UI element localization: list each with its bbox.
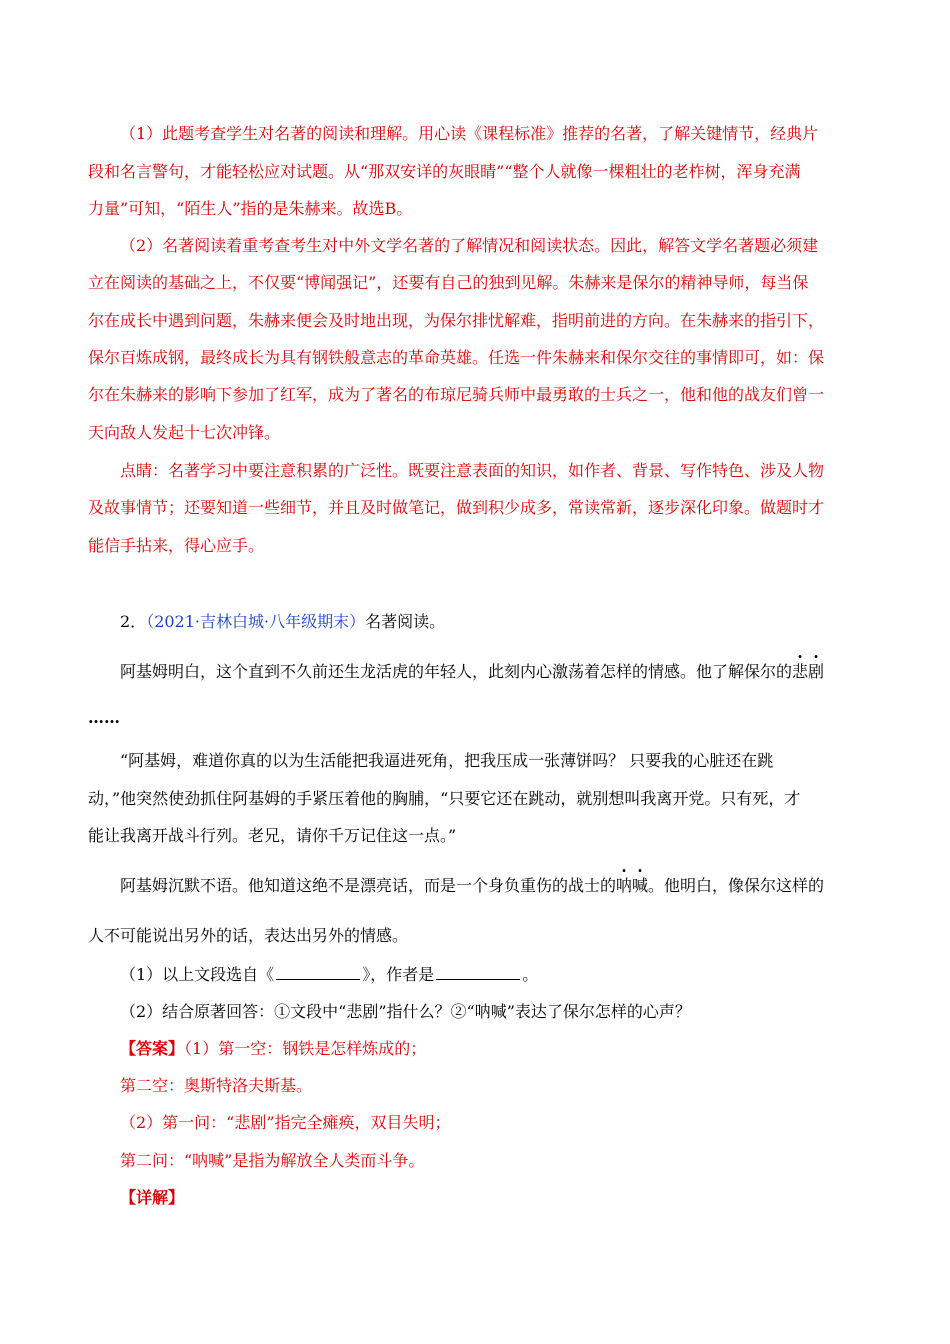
text-line: 保尔百炼成钢，最终成长为具有钢铁般意志的革命英雄。任选一件朱赫来和保尔交往的事情即可，如：保 [88, 348, 825, 367]
subquestion-text: 。 [522, 965, 539, 984]
answer-blank [436, 965, 520, 980]
text-line: 力量”可知，“陌生人”指的是朱赫来。故选B。 [88, 199, 413, 218]
question-title: 名著阅读。 [365, 612, 446, 631]
text-line: （2）名著阅读着重考查考生对中外文学名著的了解情况和阅读状态。因此，解答文学名著题必须建 [120, 236, 819, 255]
answer-line: （2）第一问：“悲剧”指完全瘫痪，双目失明； [120, 1113, 451, 1132]
passage-text: 阿基姆明白，这个直到不久前还生龙活虎的年轻人，此刻内心激荡着怎样的情感。他了解保尔的 [120, 662, 793, 681]
emphasized-char: 悲 [792, 662, 809, 681]
subquestion-text: （1）以上文段选自《 [120, 965, 275, 984]
emphasized-char: 喊 [632, 876, 649, 895]
passage-line: 能让我离开战斗行列。老兄，请你千万记住这一点。” [88, 826, 457, 845]
text-line: 点睛：名著学习中要注意积累的广泛性。既要注意表面的知识，如作者、背景、写作特色、涉及人物 [120, 461, 825, 480]
text-line: 天向敌人发起十七次冲锋。 [88, 423, 281, 442]
emphasized-char: 呐 [616, 876, 633, 895]
text-line: 及故事情节；还要知道一些细节，并且及时做笔记，做到积少成多，常读常新，逐步深化印象。做题时才 [88, 498, 825, 517]
subquestion-text: 》，作者是 [362, 965, 435, 984]
passage-line: 动，”他突然使劲抓住阿基姆的手紧压着他的胸脯，“只要它还在跳动，就别想叫我离开党。只有死，才 [88, 789, 801, 808]
detail-label: 【详解】 [120, 1188, 185, 1207]
passage-ellipsis: …… [88, 708, 120, 727]
subquestion-2: （2）结合原著回答：①文段中“悲剧”指什么？②“呐喊”表达了保尔怎样的心声？ [120, 1002, 691, 1021]
answer-blank [276, 965, 360, 980]
passage-paragraph-1 [120, 662, 824, 682]
question-source: （2021·吉林白城·八年级期末） [146, 612, 366, 631]
passage-text: 。他明白，像保尔这样的 [648, 876, 825, 895]
text-line: 尔在成长中遇到问题，朱赫来便会及时地出现，为保尔排忧解难，指明前进的方向。在朱赫来的指引下， [88, 311, 825, 330]
answer-line [120, 1039, 426, 1059]
passage-paragraph-3 [120, 876, 824, 896]
answer-line: 第二空：奥斯特洛夫斯基。 [120, 1076, 313, 1095]
answer-label: 【答案】 [120, 1039, 185, 1058]
text-line: 立在阅读的基础之上，不仅要“博闻强记”，还要有自己的独到见解。朱赫来是保尔的精神导师，每当保 [88, 273, 809, 292]
question-heading [120, 612, 445, 632]
passage-text: 阿基姆沉默不语。他知道这绝不是漂亮话，而是一个身负重伤的战士的 [120, 876, 617, 895]
text-line: （1）此题考查学生对名著的阅读和理解。用心读《课程标准》推荐的名著，了解关键情节，经典片 [120, 124, 819, 143]
question-number: 2． [120, 612, 147, 631]
passage-line: “阿基姆，难道你真的以为生活能把我逼进死角，把我压成一张薄饼吗？ 只要我的心脏还在跳 [120, 751, 774, 770]
answer-text: （1）第一空：钢铁是怎样炼成的； [184, 1039, 427, 1058]
text-line: 段和名言警句，才能轻松应对试题。从“那双安详的灰眼睛”“整个人就像一棵粗壮的老柞树，浑身充满 [88, 162, 801, 181]
answer-line: 第二问：“呐喊”是指为解放全人类而斗争。 [120, 1151, 425, 1170]
subquestion-1 [120, 965, 538, 985]
text-line: 能信手拈来，得心应手。 [88, 536, 265, 555]
passage-line: 人不可能说出另外的话，表达出另外的情感。 [88, 926, 409, 945]
text-line: 尔在朱赫来的影响下参加了红军，成为了著名的布琼尼骑兵师中最勇敢的士兵之一，他和他的战友们曾一 [88, 385, 825, 404]
emphasized-char: 剧 [808, 662, 825, 681]
